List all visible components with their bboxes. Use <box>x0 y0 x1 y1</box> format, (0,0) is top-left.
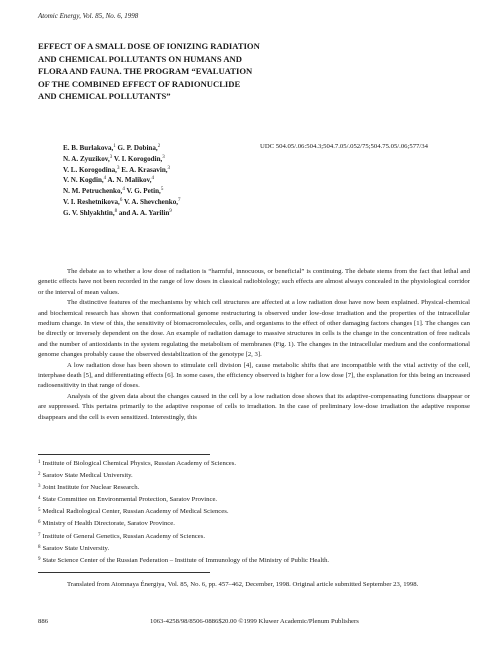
copyright-line: 1063-4258/98/8506-0886$20.00 ©1999 Kluwer Academic/Plenum Publishers <box>150 618 359 625</box>
article-title <box>38 40 338 103</box>
translation-note: Translated from Atomnaya Énergiya, Vol. 85, No. 6, pp. 457–462, December, 1998. Original article submitted September 23, 1998. <box>67 581 419 588</box>
author-line: G. V. Shlyakhtin,$^8$ and A. A. Yarilin$^9$ <box>63 208 172 217</box>
page-number: 886 <box>38 618 49 625</box>
author-line: E. B. Burlakova,$^1$ G. P. Dobina,$^2$ <box>63 144 161 152</box>
author-line: N. A. Zyuzikov,$^3$ V. I. Korogodin,$^3$ <box>63 154 165 163</box>
udc-classification: UDC 504.05/.06:504.3;504.7.05/.052/75;504.75.05/.06;577/34 <box>260 143 428 150</box>
footnote: $^8$ Saratov State University. <box>38 544 110 552</box>
footnote: $^1$ Institute of Biological Chemical Physics, Russian Academy of Sciences. <box>38 460 237 467</box>
article-body <box>38 267 470 423</box>
footnote-list <box>38 458 329 567</box>
footnote: $^9$ State Science Center of the Russian Federation – Institute of Immunology of the Ministry of Public Health. <box>38 556 330 564</box>
body-paragraph: Analysis of the given data about the changes caused in the cell by a low radiation dose shows that its adaptive-compensating functions disappear or are suppressed. This pertains primarily to the adaptive response of cells to irradiation. In the case of preliminary low-dose irradiation the adaptive response disappears and the cell is even sensitized. Interestingly, this <box>38 392 470 421</box>
title-line: AND CHEMICAL POLLUTANTS ON HUMANS AND <box>38 53 242 64</box>
footnote: $^5$ Medical Radiological Center, Russian Academy of Medical Sciences. <box>38 508 229 516</box>
body-paragraph: A low radiation dose has been shown to stimulate cell division [4], cause metabolic shifts that are incompatible with the vital activity of the cell, interphase death [5], and differentiating effects [6]. In some cases, the efficiency observed is higher for a low dose [7], the explanation for this being an increased radiosensitivity in that range of doses. <box>38 361 470 390</box>
footnote-divider <box>38 454 210 455</box>
author-line: V. L. Korogodina,$^3$ E. A. Krasavin,$^3$ <box>63 165 171 174</box>
footnote: $^6$ Ministry of Health Directorate, Saratov Province. <box>38 520 175 528</box>
footnote: $^4$ State Committee on Environmental Protection, Saratov Province. <box>38 496 218 504</box>
author-line: V. N. Kogdin,$^4$ A. N. Malikov,$^4$ <box>63 176 154 185</box>
footnote: $^3$ Joint Institute for Nuclear Research. <box>38 484 140 492</box>
author-list <box>63 143 181 219</box>
body-paragraph: The distinctive features of the mechanisms by which cell structures are affected at a low radiation dose have now been explained. Physical-chemical and biochemical research has shown that conformational genome restructuring is observed under low-dose irradiation and the properties of the intracellular medium change. In view of this, the sensitivity of biomacromolecules, cells, and organisms to the effect of other damaging factors changes [1]. The changes can be directly or inversely dependent on the dose. An example of radiation damage to massive structures in cells is the change in the concentration of free radicals and the number of antioxidants in the system regulating the metabolism of membranes (Fig. 1). The changes in the intracellular medium and the conformational genome changes probably cause the observed destabilization of the genotype [2, 3]. <box>38 299 470 359</box>
title-line: AND CHEMICAL POLLUTANTS” <box>38 91 171 102</box>
title-line: FLORA AND FAUNA. THE PROGRAM “EVALUATION <box>38 66 253 77</box>
footnote: $^7$ Institute of General Genetics, Russian Academy of Sciences. <box>38 532 205 540</box>
footnote: $^2$ Saratov State Medical University. <box>38 472 133 480</box>
title-line: EFFECT OF A SMALL DOSE OF IONIZING RADIATION <box>38 41 260 51</box>
title-line: OF THE COMBINED EFFECT OF RADIONUCLIDE <box>38 78 241 89</box>
journal-running-head: Atomic Energy, Vol. 85, No. 6, 1998 <box>38 12 139 20</box>
author-line: V. I. Reshetnikova,$^6$ V. A. Shevchenko,$^7$ <box>63 197 181 206</box>
author-line: N. M. Petruchenko,$^4$ V. G. Petin,$^5$ <box>63 187 164 196</box>
translation-divider <box>38 572 210 573</box>
body-paragraph: The debate as to whether a low dose of radiation is “harmful, innocuous, or beneficial” is continuing. The debate stems from the fact that lethal and genetic effects have not been recorded in the range of low doses in classical radiobiology; such effects are almost always concealed in the physiological corridor or the interval of mean values. <box>38 268 470 296</box>
